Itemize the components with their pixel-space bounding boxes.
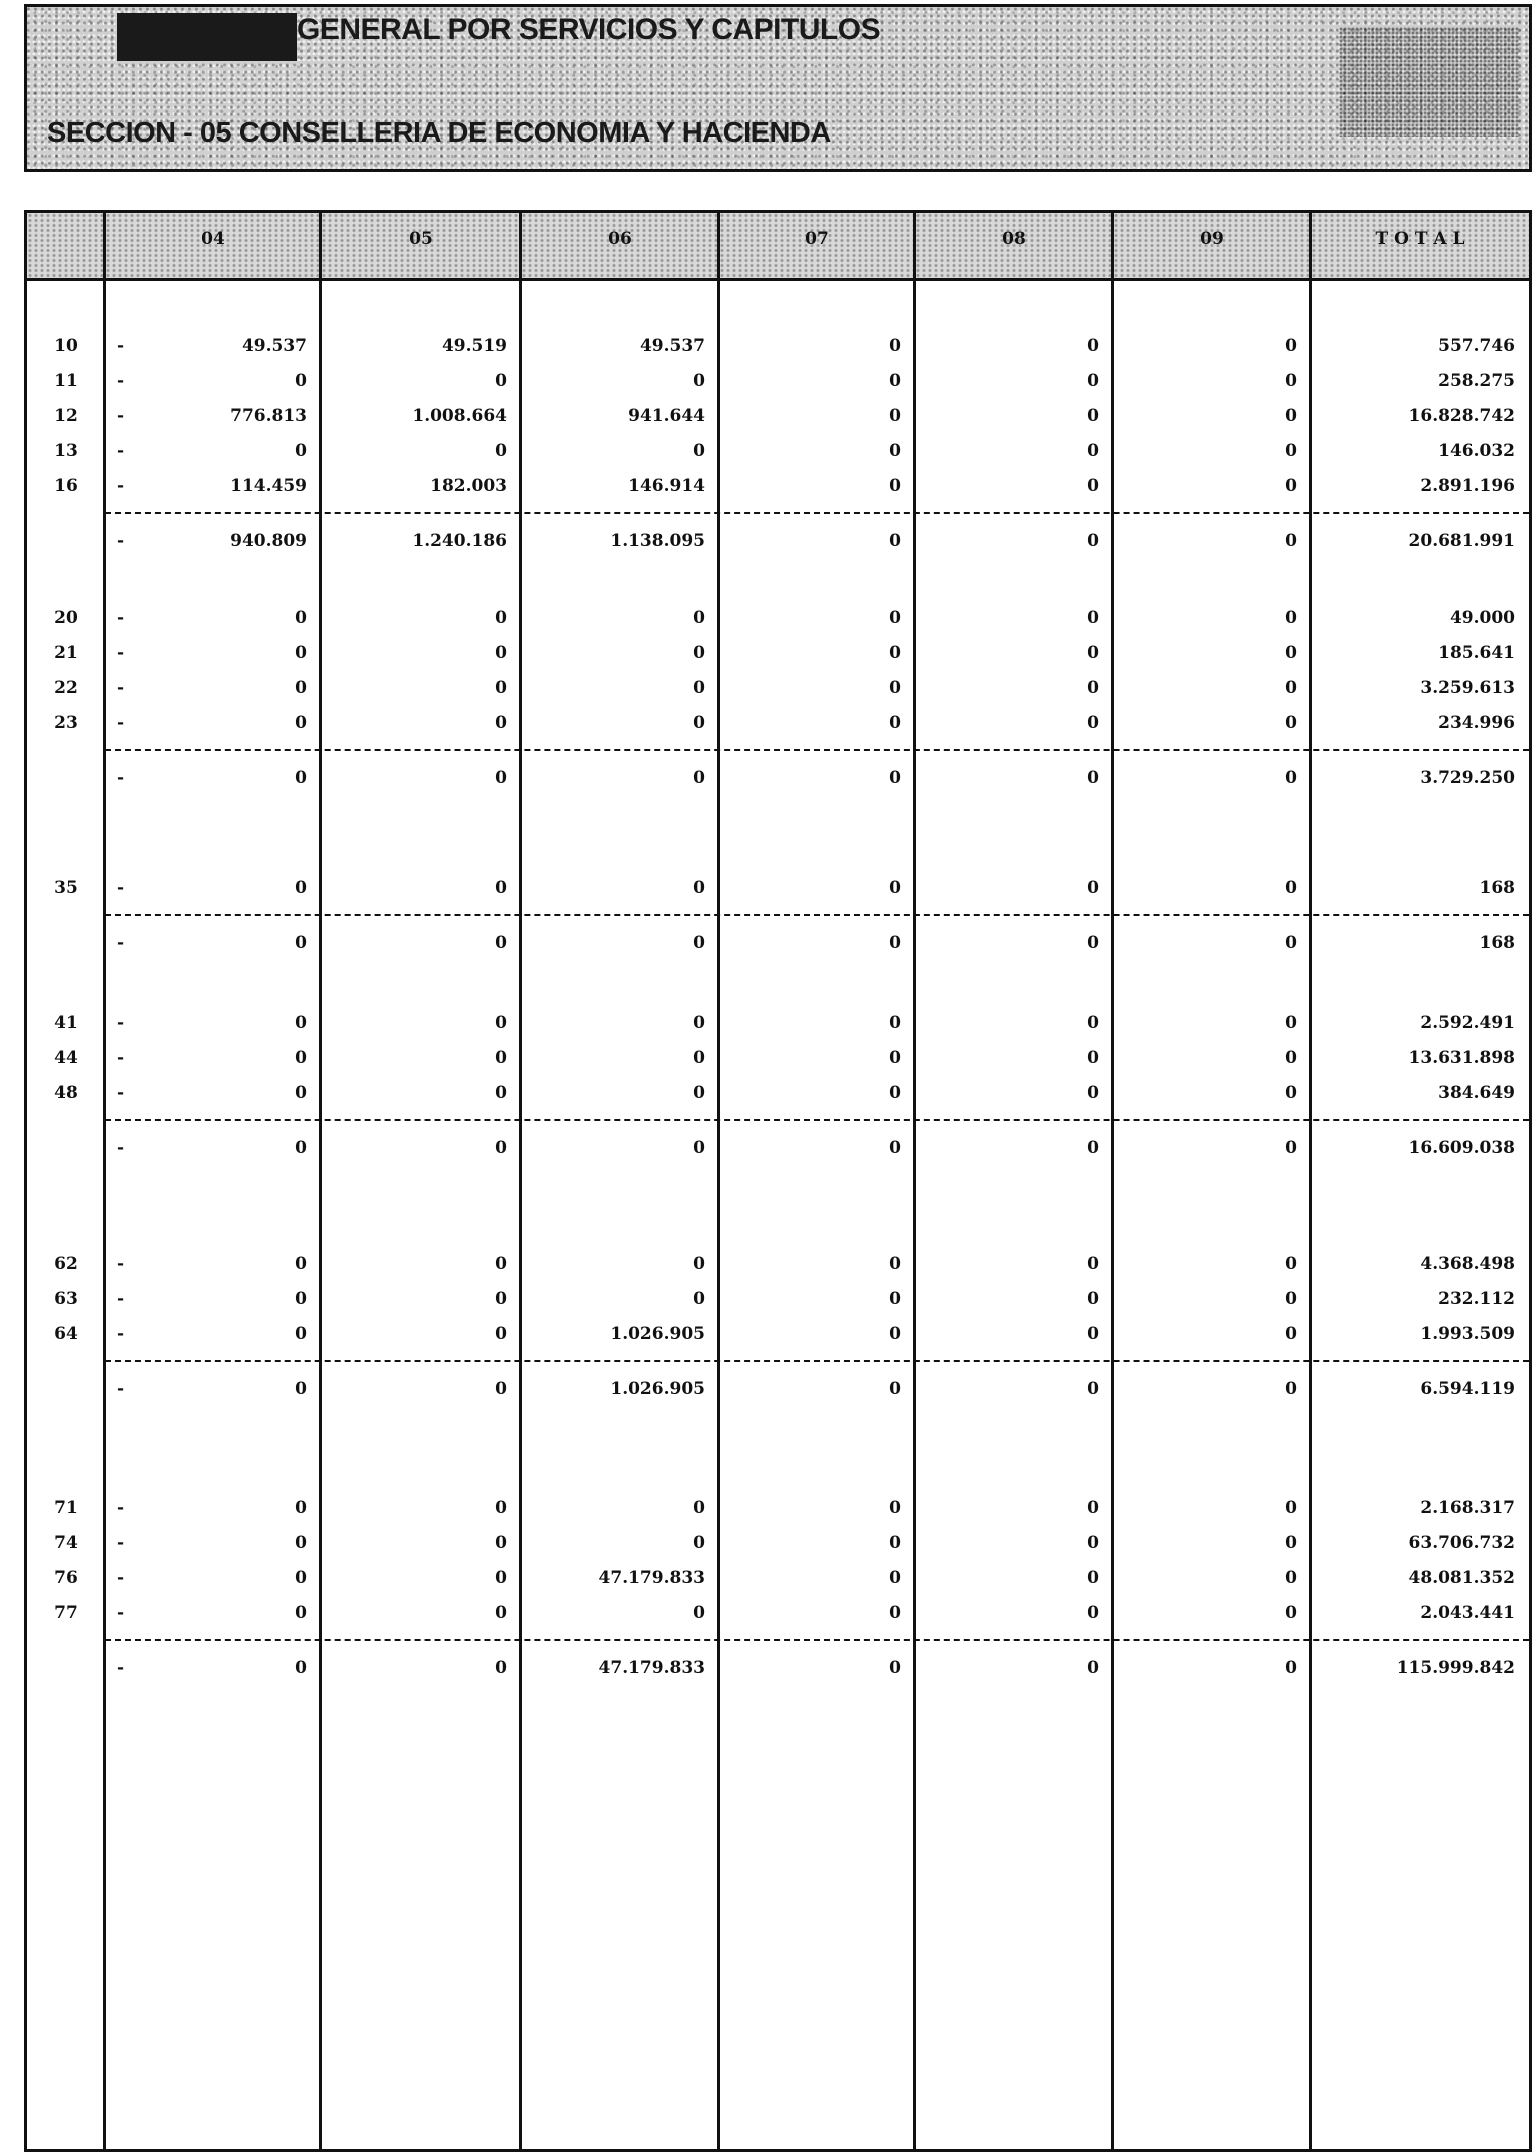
table-row [27,1284,1529,1314]
col-05-value: 1.240.186 [412,531,507,551]
subtotal-separator [105,1639,1529,1641]
row-dash: - [117,1568,125,1588]
col-07-value: 0 [889,1603,901,1623]
code-column-header [27,213,105,281]
col-total-value: 1.993.509 [1420,1324,1515,1344]
table-row [27,1563,1529,1593]
col-09-value: 0 [1285,1603,1297,1623]
col-07-value: 0 [889,1568,901,1588]
row-code: 20 [54,608,78,628]
row-code: 10 [54,336,78,356]
col-05-value: 0 [495,441,507,461]
col-07-value: 0 [889,933,901,953]
col-09-value: 0 [1285,476,1297,496]
column-divider [1309,213,1312,2149]
table-row [27,1043,1529,1073]
col-09-value: 0 [1285,878,1297,898]
col-total-value: 185.641 [1438,643,1515,663]
col-06-value: 0 [693,768,705,788]
col-04-value: 0 [295,1533,307,1553]
row-dash: - [117,878,125,898]
col-total-value: 232.112 [1438,1289,1515,1309]
col-04-value: 0 [295,1254,307,1274]
col-07-header: 07 [719,213,915,281]
row-dash: - [117,371,125,391]
col-06-value: 0 [693,608,705,628]
table-row [27,1598,1529,1628]
col-07-value: 0 [889,1138,901,1158]
col-total-value: 2.891.196 [1420,476,1515,496]
col-06-value: 0 [693,1289,705,1309]
col-05-value: 49.519 [441,336,507,356]
row-code: 22 [54,678,78,698]
col-04-value: 0 [295,608,307,628]
col-08-value: 0 [1087,336,1099,356]
col-07-value: 0 [889,1498,901,1518]
col-06-value: 1.026.905 [610,1324,705,1344]
row-dash: - [117,1138,125,1158]
col-total-value: 2.592.491 [1420,1013,1515,1033]
col-total-value: 168 [1479,878,1515,898]
row-dash: - [117,476,125,496]
report-header [24,4,1532,172]
col-05-value: 0 [495,1138,507,1158]
col-09-value: 0 [1285,1013,1297,1033]
col-08-value: 0 [1087,1254,1099,1274]
col-05-value: 0 [495,1289,507,1309]
col-04-value: 0 [295,1013,307,1033]
col-total-value: 2.043.441 [1420,1603,1515,1623]
table-row [27,603,1529,633]
subtotal-row [27,526,1529,556]
col-08-value: 0 [1087,1568,1099,1588]
table-row [27,673,1529,703]
col-08-value: 0 [1087,1048,1099,1068]
row-dash: - [117,1324,125,1344]
row-dash: - [117,1533,125,1553]
row-code: 23 [54,713,78,733]
col-08-value: 0 [1087,678,1099,698]
col-09-value: 0 [1285,1498,1297,1518]
col-04-value: 0 [295,1498,307,1518]
row-dash: - [117,1013,125,1033]
col-04-value: 0 [295,1379,307,1399]
col-04-value: 0 [295,1603,307,1623]
col-09-value: 0 [1285,531,1297,551]
table-row [27,401,1529,431]
col-09-value: 0 [1285,933,1297,953]
col-09-value: 0 [1285,713,1297,733]
col-05-value: 0 [495,1379,507,1399]
row-dash: - [117,406,125,426]
col-05-value: 0 [495,1254,507,1274]
col-total-value: 234.996 [1438,713,1515,733]
col-09-value: 0 [1285,1048,1297,1068]
col-06-value: 0 [693,441,705,461]
col-06-value: 0 [693,1254,705,1274]
table-row [27,1528,1529,1558]
col-total-value: 6.594.119 [1420,1379,1515,1399]
col-07-value: 0 [889,1379,901,1399]
col-06-value: 1.026.905 [610,1379,705,1399]
col-08-value: 0 [1087,1138,1099,1158]
col-07-value: 0 [889,713,901,733]
col-04-value: 0 [295,878,307,898]
row-code: 11 [54,371,78,391]
col-04-value: 0 [295,1658,307,1678]
col-total-value: 258.275 [1438,371,1515,391]
row-code: 64 [54,1324,78,1344]
col-05-value: 0 [495,643,507,663]
row-code: 35 [54,878,78,898]
col-06-value: 47.179.833 [598,1658,705,1678]
col-04-value: 0 [295,1048,307,1068]
col-total-value: 63.706.732 [1408,1533,1515,1553]
col-09-value: 0 [1285,608,1297,628]
col-07-value: 0 [889,1658,901,1678]
table-row [27,331,1529,361]
row-code: 76 [54,1568,78,1588]
column-divider [319,213,322,2149]
col-06-value: 0 [693,1013,705,1033]
col-08-value: 0 [1087,441,1099,461]
row-dash: - [117,1083,125,1103]
column-divider [717,213,720,2149]
col-05-value: 0 [495,1498,507,1518]
subtotal-separator [105,749,1529,751]
col-09-value: 0 [1285,371,1297,391]
row-code: 44 [54,1048,78,1068]
table-row [27,708,1529,738]
row-dash: - [117,1658,125,1678]
row-dash: - [117,1379,125,1399]
col-07-value: 0 [889,371,901,391]
col-06-value: 0 [693,678,705,698]
subtotal-row [27,763,1529,793]
row-dash: - [117,531,125,551]
row-code: 77 [54,1603,78,1623]
subtotal-row [27,1133,1529,1163]
col-09-header: 09 [1113,213,1311,281]
row-dash: - [117,768,125,788]
col-08-value: 0 [1087,1379,1099,1399]
col-06-header: 06 [521,213,719,281]
col-05-value: 0 [495,933,507,953]
col-09-value: 0 [1285,1083,1297,1103]
col-07-value: 0 [889,643,901,663]
table-row [27,1493,1529,1523]
row-code: 13 [54,441,78,461]
col-08-value: 0 [1087,1498,1099,1518]
row-dash: - [117,441,125,461]
row-dash: - [117,1603,125,1623]
col-08-value: 0 [1087,878,1099,898]
col-05-value: 0 [495,1324,507,1344]
col-04-value: 0 [295,933,307,953]
col-total-value: 3.729.250 [1420,768,1515,788]
col-07-value: 0 [889,336,901,356]
col-09-value: 0 [1285,441,1297,461]
col-total-value: 3.259.613 [1420,678,1515,698]
col-04-value: 0 [295,1138,307,1158]
col-08-value: 0 [1087,406,1099,426]
col-04-value: 0 [295,643,307,663]
col-08-value: 0 [1087,1658,1099,1678]
col-total-value: 16.609.038 [1408,1138,1515,1158]
subtotal-row [27,1374,1529,1404]
col-05-value: 0 [495,608,507,628]
col-05-value: 0 [495,1048,507,1068]
col-08-value: 0 [1087,1324,1099,1344]
col-04-value: 0 [295,678,307,698]
row-dash: - [117,1289,125,1309]
table-row [27,638,1529,668]
row-dash: - [117,1254,125,1274]
col-06-value: 146.914 [628,476,705,496]
table-row [27,471,1529,501]
col-total-header: T O T A L [1311,213,1529,281]
col-total-value: 115.999.842 [1396,1658,1515,1678]
table-row [27,436,1529,466]
col-07-value: 0 [889,1013,901,1033]
row-code: 41 [54,1013,78,1033]
column-divider [913,213,916,2149]
col-08-value: 0 [1087,1289,1099,1309]
col-04-value: 0 [295,1324,307,1344]
col-07-value: 0 [889,678,901,698]
col-09-value: 0 [1285,406,1297,426]
col-09-value: 0 [1285,1533,1297,1553]
col-09-value: 0 [1285,678,1297,698]
row-code: 16 [54,476,78,496]
row-dash: - [117,608,125,628]
col-04-value: 114.459 [230,476,307,496]
col-08-value: 0 [1087,933,1099,953]
col-04-value: 0 [295,371,307,391]
col-05-value: 182.003 [430,476,507,496]
col-09-value: 0 [1285,768,1297,788]
col-08-value: 0 [1087,1083,1099,1103]
col-04-value: 49.537 [241,336,307,356]
column-divider [1111,213,1114,2149]
col-total-value: 384.649 [1438,1083,1515,1103]
report-title: GENERAL POR SERVICIOS Y CAPITULOS [297,13,881,46]
col-05-value: 0 [495,768,507,788]
subtotal-separator [105,1360,1529,1362]
subtotal-separator [105,512,1529,514]
col-09-value: 0 [1285,1568,1297,1588]
col-06-value: 1.138.095 [610,531,705,551]
col-06-value: 0 [693,1533,705,1553]
row-code: 74 [54,1533,78,1553]
col-06-value: 0 [693,1048,705,1068]
col-09-value: 0 [1285,643,1297,663]
col-total-value: 16.828.742 [1408,406,1515,426]
col-08-value: 0 [1087,1013,1099,1033]
col-08-header: 08 [915,213,1113,281]
col-total-value: 2.168.317 [1420,1498,1515,1518]
col-07-value: 0 [889,1254,901,1274]
col-total-value: 48.081.352 [1408,1568,1515,1588]
col-08-value: 0 [1087,371,1099,391]
col-05-value: 0 [495,678,507,698]
col-05-value: 0 [495,1083,507,1103]
table-row [27,1008,1529,1038]
col-09-value: 0 [1285,1379,1297,1399]
col-04-value: 940.809 [230,531,307,551]
budget-table [24,210,1532,2152]
col-07-value: 0 [889,1048,901,1068]
row-dash: - [117,1498,125,1518]
row-code: 12 [54,406,78,426]
redacted-block [117,13,297,61]
row-code: 63 [54,1289,78,1309]
col-06-value: 0 [693,713,705,733]
col-07-value: 0 [889,531,901,551]
subtotal-separator [105,914,1529,916]
col-05-value: 0 [495,371,507,391]
table-row [27,1249,1529,1279]
col-06-value: 0 [693,371,705,391]
table-row [27,1319,1529,1349]
col-08-value: 0 [1087,476,1099,496]
col-total-value: 557.746 [1438,336,1515,356]
col-05-value: 0 [495,878,507,898]
col-06-value: 0 [693,1603,705,1623]
col-total-value: 20.681.991 [1408,531,1515,551]
col-09-value: 0 [1285,1138,1297,1158]
col-04-value: 0 [295,441,307,461]
col-total-value: 146.032 [1438,441,1515,461]
col-09-value: 0 [1285,336,1297,356]
col-07-value: 0 [889,878,901,898]
row-code: 62 [54,1254,78,1274]
subtotal-separator [105,1119,1529,1121]
col-06-value: 0 [693,878,705,898]
col-04-value: 0 [295,1568,307,1588]
row-code: 71 [54,1498,78,1518]
col-04-header: 04 [105,213,321,281]
col-total-value: 13.631.898 [1408,1048,1515,1068]
col-05-value: 0 [495,1533,507,1553]
col-04-value: 0 [295,713,307,733]
col-05-header: 05 [321,213,521,281]
col-05-value: 0 [495,1013,507,1033]
col-08-value: 0 [1087,768,1099,788]
col-08-value: 0 [1087,1533,1099,1553]
col-06-value: 0 [693,643,705,663]
stamp-mark [1339,27,1519,137]
col-07-value: 0 [889,1083,901,1103]
col-07-value: 0 [889,768,901,788]
col-08-value: 0 [1087,531,1099,551]
col-07-value: 0 [889,441,901,461]
column-divider [519,213,522,2149]
column-divider [103,213,106,2149]
col-total-value: 4.368.498 [1420,1254,1515,1274]
col-09-value: 0 [1285,1658,1297,1678]
col-06-value: 941.644 [628,406,705,426]
table-row [27,873,1529,903]
row-dash: - [117,713,125,733]
col-07-value: 0 [889,1533,901,1553]
col-08-value: 0 [1087,608,1099,628]
col-05-value: 1.008.664 [412,406,507,426]
row-dash: - [117,336,125,356]
col-total-value: 49.000 [1449,608,1515,628]
col-07-value: 0 [889,406,901,426]
row-dash: - [117,643,125,663]
col-05-value: 0 [495,1658,507,1678]
col-06-value: 0 [693,1138,705,1158]
table-row [27,1078,1529,1108]
col-06-value: 0 [693,933,705,953]
col-08-value: 0 [1087,713,1099,733]
col-04-value: 0 [295,1083,307,1103]
col-09-value: 0 [1285,1324,1297,1344]
col-06-value: 47.179.833 [598,1568,705,1588]
col-06-value: 0 [693,1083,705,1103]
col-04-value: 0 [295,768,307,788]
row-dash: - [117,1048,125,1068]
col-07-value: 0 [889,1289,901,1309]
col-05-value: 0 [495,1568,507,1588]
col-08-value: 0 [1087,643,1099,663]
col-04-value: 0 [295,1289,307,1309]
section-label: SECCION - 05 CONSELLERIA DE ECONOMIA Y HACIENDA [47,117,831,149]
col-09-value: 0 [1285,1289,1297,1309]
subtotal-row [27,928,1529,958]
col-total-value: 168 [1479,933,1515,953]
row-code: 48 [54,1083,78,1103]
col-08-value: 0 [1087,1603,1099,1623]
col-09-value: 0 [1285,1254,1297,1274]
col-05-value: 0 [495,713,507,733]
subtotal-row [27,1653,1529,1683]
col-05-value: 0 [495,1603,507,1623]
row-dash: - [117,678,125,698]
row-dash: - [117,933,125,953]
col-04-value: 776.813 [230,406,307,426]
col-07-value: 0 [889,608,901,628]
row-code: 21 [54,643,78,663]
col-06-value: 0 [693,1498,705,1518]
table-row [27,366,1529,396]
col-07-value: 0 [889,1324,901,1344]
col-07-value: 0 [889,476,901,496]
col-06-value: 49.537 [639,336,705,356]
